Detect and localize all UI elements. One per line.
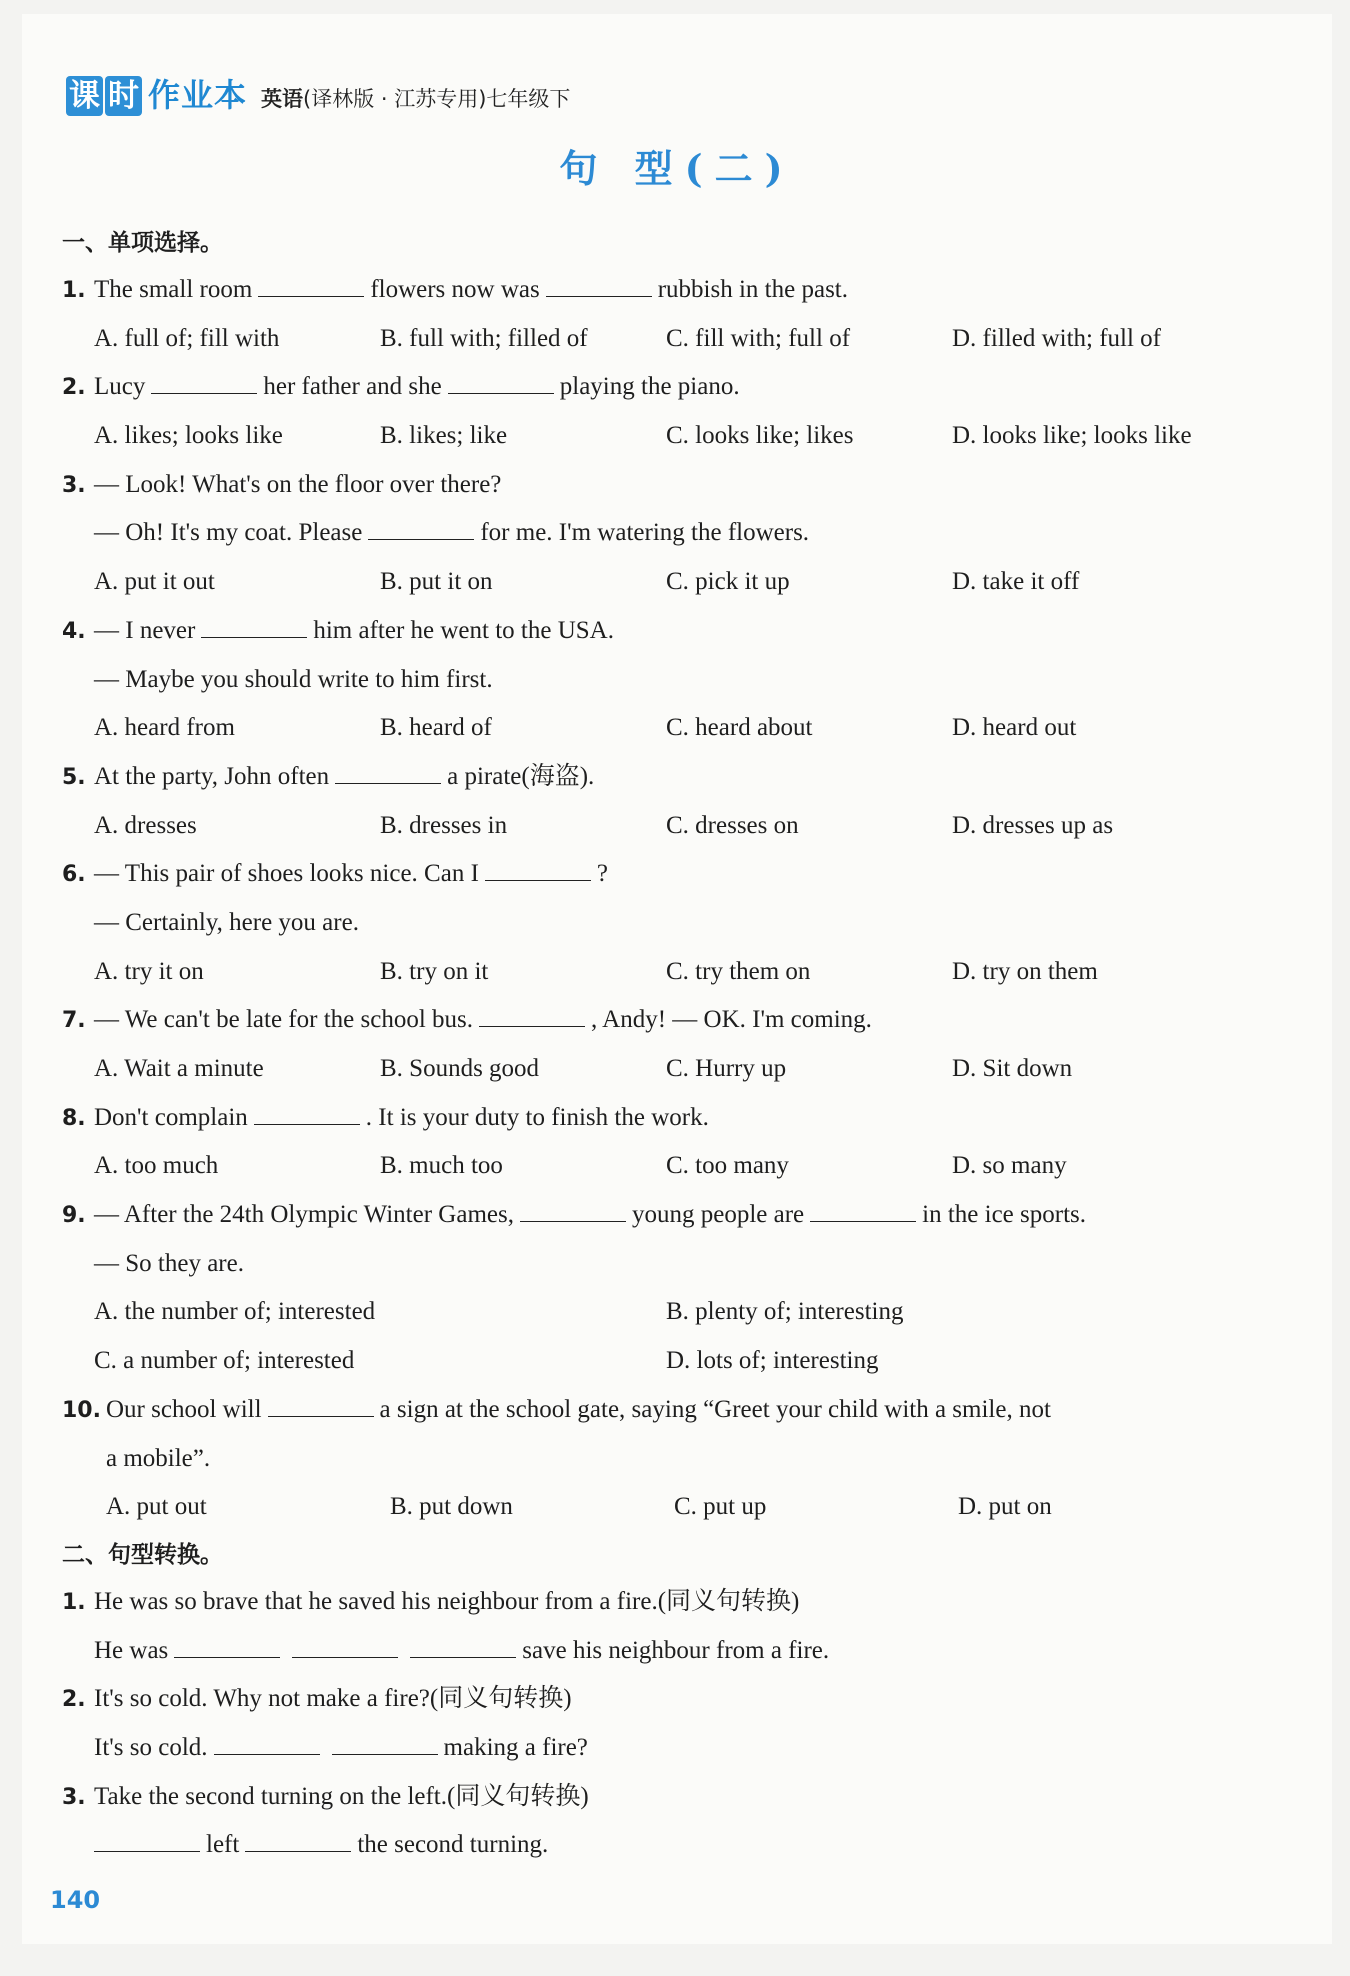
page-number: 140: [50, 1886, 101, 1914]
question-text: Take the second turning on the left.(同义句转换): [94, 1782, 589, 1810]
option[interactable]: D. try on them: [952, 957, 1098, 985]
question-line: [62, 1094, 1292, 1143]
question-number: 10.: [62, 1397, 101, 1423]
question-number: 7.: [62, 1008, 86, 1034]
question-text: , Andy! — OK. I'm coming.: [591, 1006, 872, 1034]
question-line: [62, 656, 1292, 705]
options-row: [62, 315, 1292, 364]
question-text: the second turning.: [357, 1831, 549, 1859]
question-line: [62, 899, 1292, 948]
options-row: [62, 802, 1292, 851]
answer-blank[interactable]: [810, 1197, 916, 1222]
answer-blank[interactable]: [479, 1002, 585, 1027]
option[interactable]: B. plenty of; interesting: [666, 1298, 904, 1326]
answer-blank[interactable]: [410, 1633, 516, 1658]
question-number: 1.: [62, 278, 86, 303]
option[interactable]: D. Sit down: [952, 1055, 1073, 1082]
question-text: flowers now was: [370, 276, 540, 303]
option[interactable]: A. put it out: [94, 568, 215, 596]
options-row: [62, 412, 1292, 461]
options-row: [62, 704, 1292, 753]
question-line: [62, 461, 1292, 510]
option[interactable]: A. likes; looks like: [94, 422, 283, 450]
logo-char: 时: [105, 76, 142, 116]
answer-blank[interactable]: [368, 515, 474, 540]
question-text: It's so cold. Why not make a fire?(同义句转换): [94, 1685, 572, 1713]
answer-blank[interactable]: [201, 613, 307, 638]
edition: (译林版 · 江苏专用)七年级下: [303, 87, 571, 111]
question-text: — Look! What's on the floor over there?: [94, 470, 502, 498]
answer-blank[interactable]: [174, 1633, 280, 1658]
option[interactable]: C. dresses on: [666, 811, 799, 839]
option[interactable]: A. the number of; interested: [94, 1298, 376, 1326]
question-number: 1.: [62, 1589, 86, 1615]
answer-blank[interactable]: [448, 369, 554, 394]
question-text: — This pair of shoes looks nice. Can I: [94, 860, 479, 888]
question-line: [62, 509, 1292, 558]
option[interactable]: D. take it off: [952, 568, 1080, 596]
question-number: 6.: [62, 862, 86, 888]
options-row: [62, 1288, 1292, 1337]
question-text: — So they are.: [94, 1249, 244, 1277]
question-text: rubbish in the past.: [657, 276, 848, 303]
question-text: — We can't be late for the school bus.: [94, 1006, 474, 1034]
answer-blank[interactable]: [332, 1730, 438, 1755]
options-row: [62, 558, 1292, 607]
question-number: 9.: [62, 1203, 86, 1229]
question-line: [62, 850, 1292, 899]
option[interactable]: A. heard from: [94, 714, 235, 742]
question-line: [62, 996, 1292, 1045]
question-text: in the ice sports.: [922, 1201, 1086, 1229]
answer-blank[interactable]: [94, 1827, 200, 1852]
option[interactable]: D. so many: [952, 1152, 1067, 1180]
answer-blank[interactable]: [151, 369, 257, 394]
options-row: [62, 948, 1292, 997]
option[interactable]: D. lots of; interesting: [666, 1347, 879, 1375]
option[interactable]: A. too much: [94, 1152, 219, 1180]
question-number: 3.: [62, 1784, 86, 1810]
logo-char: 课: [66, 76, 103, 116]
option[interactable]: B. put down: [390, 1493, 513, 1521]
options-row: [62, 1142, 1292, 1191]
options-row: [62, 1337, 1292, 1386]
question-text: The small room: [94, 276, 253, 303]
option[interactable]: B. likes; like: [380, 422, 508, 450]
option[interactable]: D. heard out: [952, 714, 1077, 742]
option[interactable]: D. looks like; looks like: [952, 422, 1192, 450]
question-line: [62, 1240, 1292, 1289]
question-number: 4.: [62, 618, 86, 644]
answer-blank[interactable]: [335, 759, 441, 784]
option[interactable]: C. try them on: [666, 957, 811, 985]
question-number: 8.: [62, 1105, 86, 1131]
option[interactable]: C. pick it up: [666, 568, 790, 596]
option[interactable]: D. filled with; full of: [952, 324, 1161, 352]
answer-line: [62, 1627, 1292, 1676]
question-text: — Oh! It's my coat. Please: [94, 519, 363, 547]
question-number: 3.: [62, 472, 86, 498]
question-text: playing the piano.: [559, 373, 740, 401]
question-line: [62, 1773, 1292, 1822]
option[interactable]: C. Hurry up: [666, 1055, 787, 1082]
book-logo: [66, 76, 144, 116]
question-line: [62, 607, 1292, 656]
answer-blank[interactable]: [214, 1730, 320, 1755]
option[interactable]: C. heard about: [666, 714, 813, 742]
question-text: . It is your duty to finish the work.: [365, 1103, 709, 1131]
question-number: 2.: [62, 375, 86, 401]
question-text: He was so brave that he saved his neighbour from a fire.(同义句转换): [94, 1587, 800, 1615]
option[interactable]: C. put up: [674, 1493, 767, 1521]
question-text: — I never: [94, 616, 196, 644]
question-text: It's so cold.: [94, 1733, 208, 1761]
section-heading: 二、句型转换。: [62, 1541, 223, 1568]
option[interactable]: C. a number of; interested: [94, 1347, 355, 1375]
question-text: left: [206, 1831, 240, 1859]
subject: 英语: [261, 87, 304, 111]
question-text: save his neighbour from a fire.: [522, 1636, 830, 1664]
question-text: He was: [94, 1636, 169, 1664]
answer-blank[interactable]: [258, 272, 364, 297]
option[interactable]: A. try it on: [94, 957, 204, 985]
question-line: [62, 363, 1292, 412]
question-number: 2.: [62, 1687, 86, 1713]
question-text: ?: [596, 860, 609, 888]
question-line: [62, 266, 1292, 315]
question-line: [62, 1191, 1292, 1240]
option[interactable]: C. fill with; full of: [666, 324, 851, 352]
question-text: him after he went to the USA.: [313, 616, 614, 644]
question-text: — Certainly, here you are.: [94, 908, 359, 936]
question-text: for me. I'm watering the flowers.: [480, 519, 810, 547]
question-text: — Maybe you should write to him first.: [94, 665, 493, 693]
question-text: a sign at the school gate, saying “Greet your child with a smile, not: [379, 1395, 1051, 1423]
question-text: Don't complain: [94, 1103, 248, 1131]
answer-blank[interactable]: [292, 1633, 398, 1658]
option[interactable]: A. full of; fill with: [94, 324, 280, 352]
option[interactable]: B. much too: [380, 1152, 503, 1180]
exercise-content: [62, 220, 1292, 1870]
logo-text: 作业本: [148, 76, 248, 114]
question-number: 5.: [62, 764, 86, 790]
option[interactable]: D. dresses up as: [952, 811, 1114, 839]
worksheet-page: [22, 14, 1332, 1944]
option[interactable]: A. dresses: [94, 811, 197, 839]
question-line: [62, 753, 1292, 802]
book-subtitle: [261, 83, 570, 113]
question-line: [62, 1578, 1292, 1627]
option[interactable]: C. too many: [666, 1152, 789, 1180]
question-text: making a fire?: [443, 1733, 588, 1761]
question-text: her father and she: [263, 373, 442, 401]
answer-blank[interactable]: [485, 856, 591, 881]
option[interactable]: B. full with; filled of: [380, 324, 588, 352]
answer-line: [62, 1821, 1292, 1870]
option[interactable]: C. looks like; likes: [666, 422, 854, 450]
question-text: — After the 24th Olympic Winter Games,: [94, 1201, 514, 1229]
question-line: [62, 1435, 1292, 1484]
option[interactable]: B. try on it: [380, 957, 489, 985]
question-text: a pirate(海盗).: [447, 762, 595, 790]
option[interactable]: B. heard of: [380, 714, 492, 742]
answer-blank[interactable]: [254, 1100, 360, 1125]
options-row: [62, 1045, 1292, 1094]
question-text: a mobile”.: [106, 1444, 211, 1472]
section-heading: 一、单项选择。: [62, 230, 223, 256]
question-text: At the party, John often: [94, 762, 330, 790]
option[interactable]: B. Sounds good: [380, 1055, 540, 1082]
option[interactable]: A. Wait a minute: [94, 1055, 264, 1082]
options-row: [62, 1483, 1292, 1532]
book-header: [66, 70, 570, 116]
question-text: Lucy: [94, 373, 146, 401]
question-line: [62, 1386, 1292, 1435]
option[interactable]: D. put on: [958, 1493, 1052, 1521]
question-text: Our school will: [106, 1395, 262, 1423]
page-title: 句 型(二): [559, 146, 795, 191]
question-line: [62, 1675, 1292, 1724]
answer-blank[interactable]: [268, 1392, 374, 1417]
option[interactable]: B. put it on: [380, 568, 493, 596]
answer-blank[interactable]: [520, 1197, 626, 1222]
answer-blank[interactable]: [546, 272, 652, 297]
question-text: young people are: [631, 1201, 805, 1229]
option[interactable]: B. dresses in: [380, 811, 508, 839]
answer-line: [62, 1724, 1292, 1773]
answer-blank[interactable]: [245, 1827, 351, 1852]
option[interactable]: A. put out: [106, 1493, 207, 1521]
